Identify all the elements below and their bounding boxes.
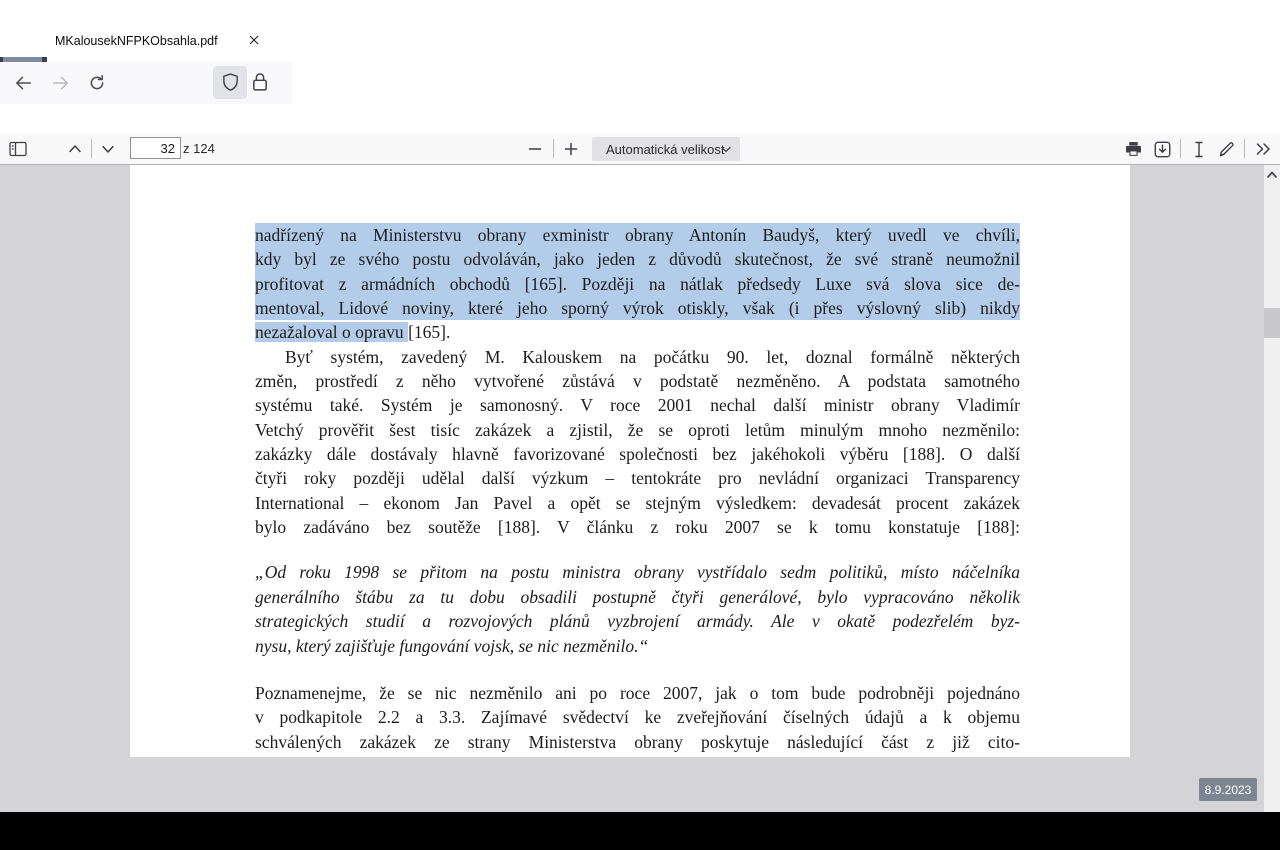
sidebar-toggle-button[interactable] [5, 136, 31, 162]
previous-page-button[interactable] [62, 136, 88, 162]
download-icon [1154, 141, 1171, 158]
plus-icon [564, 142, 578, 156]
site-security-button[interactable] [251, 71, 269, 93]
pen-icon [1218, 141, 1235, 158]
page-number-input[interactable] [130, 137, 181, 159]
paragraph [255, 223, 1020, 345]
toolbar-separator [1180, 139, 1181, 158]
forward-button[interactable] [52, 73, 72, 93]
text-line: zakázky dále dostávaly hlavně favorizované společnosti bez jakéhokoli výběru [188]. O další [255, 444, 1020, 465]
toolbar-separator [553, 139, 554, 158]
text-line: bylo zadáváno bez soutěže [188]. V článku z roku 2007 se k tomu konstatuje [188]: [255, 517, 1020, 538]
text-line: profitovat z armádních obchodů [165]. Později na nátlak předsedy Luxe svá slova sice de- [255, 272, 1020, 296]
back-icon [14, 74, 32, 92]
chevron-down-icon [100, 141, 116, 157]
text-line: nysu, který zajišťuje fungování vojsk, se nic nezměnilo.“ [255, 635, 649, 656]
zoom-level-select[interactable] [592, 137, 740, 161]
text-line: změn, prostředí z něho vytvořené zůstává v podstatě nezměněno. A podstata samotného [255, 371, 1020, 392]
text-line: mentoval, Lidové noviny, které jeho sporný výrok otiskly, však (i přes výslovný slib) nikdy [255, 296, 1020, 320]
text-line: čtyři roky později udělal další výzkum – tentokráte pro nevládní organizaci Transparency [255, 468, 1020, 489]
back-button[interactable] [14, 73, 34, 93]
text-line: systému také. Systém je samonosný. V roce 2001 nechal další ministr obrany Vladimír [255, 395, 1020, 416]
zoom-out-button[interactable] [522, 136, 548, 162]
chevron-down-small-icon [721, 146, 731, 153]
text-line: kdy byl ze svého postu odvoláván, jako jeden z důvodů skutečnost, že své straně neumožnil [255, 247, 1020, 271]
text-cursor-icon [1192, 141, 1206, 158]
paragraph [255, 560, 1020, 657]
zoom-in-button[interactable] [558, 136, 584, 162]
scroll-up-icon[interactable] [1266, 169, 1278, 181]
next-page-button[interactable] [95, 136, 121, 162]
date-badge-label: 8.9.2023 [1204, 782, 1252, 797]
vertical-scrollbar[interactable] [1264, 165, 1280, 812]
more-tools-button[interactable] [1250, 136, 1276, 162]
annotate-pen-button[interactable] [1213, 136, 1239, 162]
print-button[interactable] [1120, 136, 1146, 162]
chevron-up-icon [67, 141, 83, 157]
reload-button[interactable] [88, 73, 108, 93]
text-line: „Od roku 1998 se přitom na postu ministra obrany vystřídalo sedm politiků, místo náčelníka [255, 562, 1020, 583]
text-line: schválených zakázek ze strany Ministerstva obrany poskytuje následující část z již cito- [255, 731, 1020, 752]
sidebar-toggle-icon [9, 141, 27, 157]
text-line: nadřízený na Ministerstvu obrany exministr obrany Antonín Baudyš, který uvedl ve chvíli, [255, 223, 1020, 247]
text-line: Vetchý prověřit šest tisíc zakázek a zjistil, že se oproti letům minulým mnoho nezměnilo: [255, 419, 1020, 440]
text-line: Poznamenejme, že se nic nezměnilo ani po roce 2007, jak o tom bude podrobněji pojednáno [255, 682, 1020, 703]
close-icon [249, 35, 259, 45]
tracking-protection-button[interactable] [213, 66, 247, 99]
text-line: International – ekonom Jan Pavel a opět se stejným výsledkem: devadesát procent zakázek [255, 492, 1020, 513]
text-selection-tool-button[interactable] [1186, 136, 1212, 162]
forward-icon [52, 74, 70, 92]
download-button[interactable] [1149, 136, 1175, 162]
pdf-text-layer [255, 223, 1020, 754]
text-line: nezažaloval o opravu [165]. [255, 322, 451, 343]
tab-strip [0, 0, 300, 57]
shield-icon [222, 73, 239, 92]
bottom-black-bar [0, 812, 1280, 850]
pdf-toolbar [0, 133, 1280, 165]
page-count-label: z 124 [183, 141, 215, 156]
text-line: generálního štábu za tu dobu obsadili postupně čtyři generálové, bylo vypracováno několik [255, 586, 1020, 607]
date-badge [1199, 778, 1257, 801]
pdf-page [130, 165, 1130, 757]
selection-highlight: nezažaloval o opravu [255, 322, 409, 343]
pdf-viewer-area [0, 165, 1280, 812]
paragraph [255, 681, 1020, 754]
tab-close-button[interactable] [246, 32, 262, 48]
text-line: v podkapitole 2.2 a 3.3. Zajímavé svědectví ke zveřejňování číselných údajů a k objemu [255, 707, 1020, 728]
lock-icon [251, 71, 269, 93]
toolbar-separator [91, 139, 92, 158]
printer-icon [1125, 141, 1142, 158]
scrollbar-thumb[interactable] [1264, 308, 1280, 338]
text-line: Byť systém, zavedený M. Kalouskem na počátku 90. let, doznal formálně některých [285, 346, 1020, 367]
zoom-level-label: Automatická velikost [606, 141, 725, 157]
double-chevron-icon [1255, 142, 1271, 156]
toolbar-separator [1244, 139, 1245, 158]
paragraph [255, 345, 1020, 540]
tab-title: MKalousekNFPKObsahla.pdf [55, 33, 218, 48]
browser-navbar [0, 62, 292, 104]
text-line: strategických studií a rozvojových plánů vyzbrojení armády. Ale v okatě podezřelém byz- [255, 611, 1020, 632]
reload-icon [88, 74, 106, 92]
minus-icon [528, 142, 542, 156]
browser-tab[interactable] [36, 24, 270, 57]
